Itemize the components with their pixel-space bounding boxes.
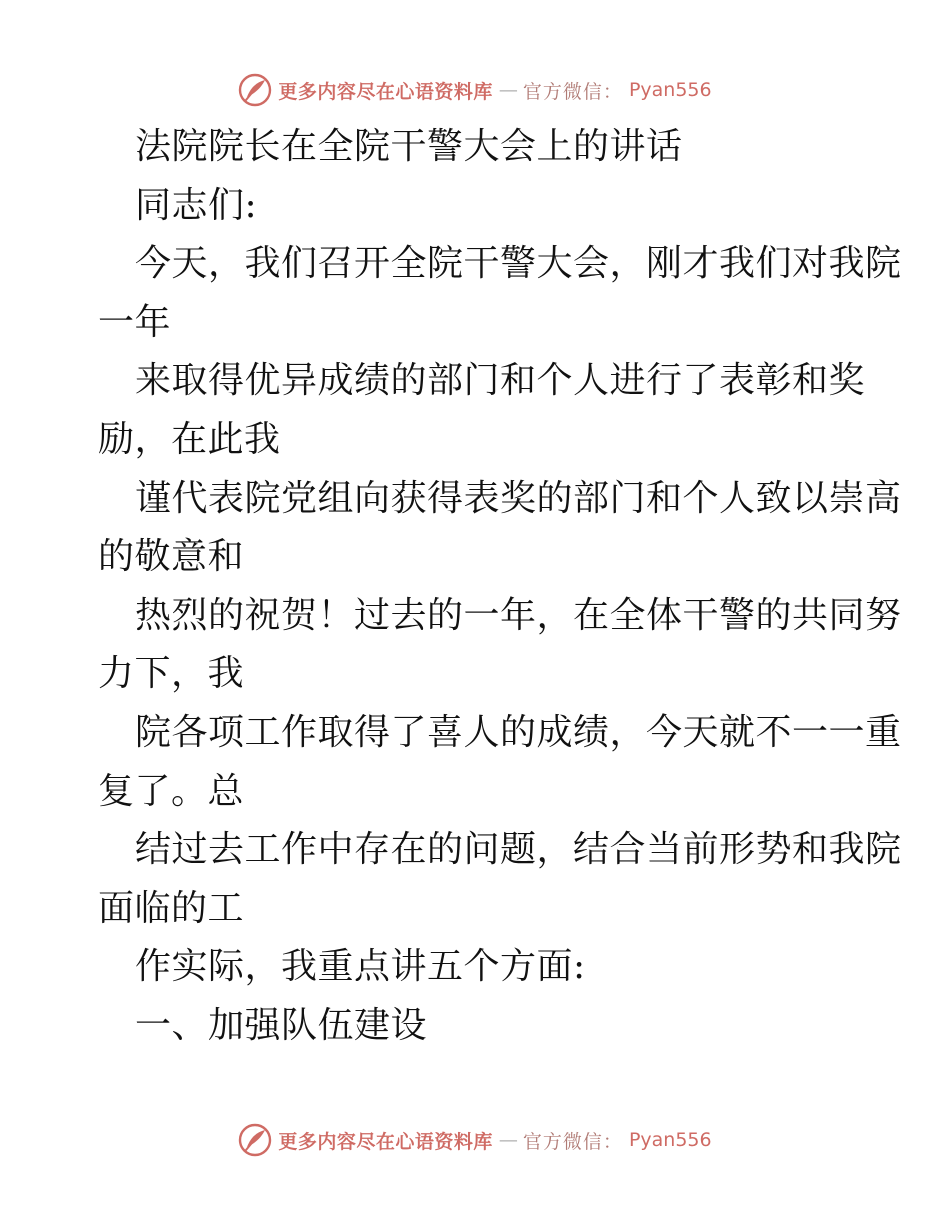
document-title: 法院院长在全院干警大会上的讲话 (135, 126, 683, 167)
quill-logo-icon (238, 1123, 272, 1157)
text-line: 的敬意和 (98, 536, 245, 578)
watermark-brand: 更多内容尽在心语资料库 (278, 80, 493, 103)
text-line: 一、加强队伍建设 (135, 1004, 428, 1046)
footer-watermark (0, 1120, 950, 1160)
text-line: 复了。总 (98, 770, 245, 812)
watermark-separator: — (498, 79, 517, 101)
text-line: 力下，我 (98, 653, 245, 695)
text-line: 结过去工作中存在的问题，结合当前形势和我院 (135, 829, 902, 871)
text-line: 谨代表院党组向获得表奖的部门和个人致以崇高 (135, 477, 902, 519)
watermark-wechat-id: Pyan556 (628, 79, 712, 101)
watermark-separator: — (498, 1129, 517, 1151)
watermark-brand: 更多内容尽在心语资料库 (278, 1130, 493, 1153)
watermark-wechat-label: 官方微信： (522, 1130, 623, 1153)
text-line: 同志们: (135, 184, 258, 226)
quill-logo-icon (238, 73, 272, 107)
header-watermark (0, 70, 950, 110)
watermark-wechat-id: Pyan556 (628, 1129, 712, 1151)
text-line: 一年 (98, 301, 172, 343)
text-line: 热烈的祝贺！过去的一年，在全体干警的共同努 (135, 594, 902, 636)
text-line: 励，在此我 (98, 418, 281, 460)
text-line: 今天，我们召开全院干警大会，刚才我们对我院 (135, 243, 902, 285)
watermark-wechat-label: 官方微信： (522, 80, 623, 103)
document-body (98, 118, 902, 1056)
text-line: 作实际，我重点讲五个方面: (135, 946, 586, 988)
text-line: 面临的工 (98, 887, 245, 929)
text-line: 来取得优异成绩的部门和个人进行了表彰和奖 (135, 360, 866, 402)
text-line: 院各项工作取得了喜人的成绩，今天就不一一重 (135, 711, 902, 753)
